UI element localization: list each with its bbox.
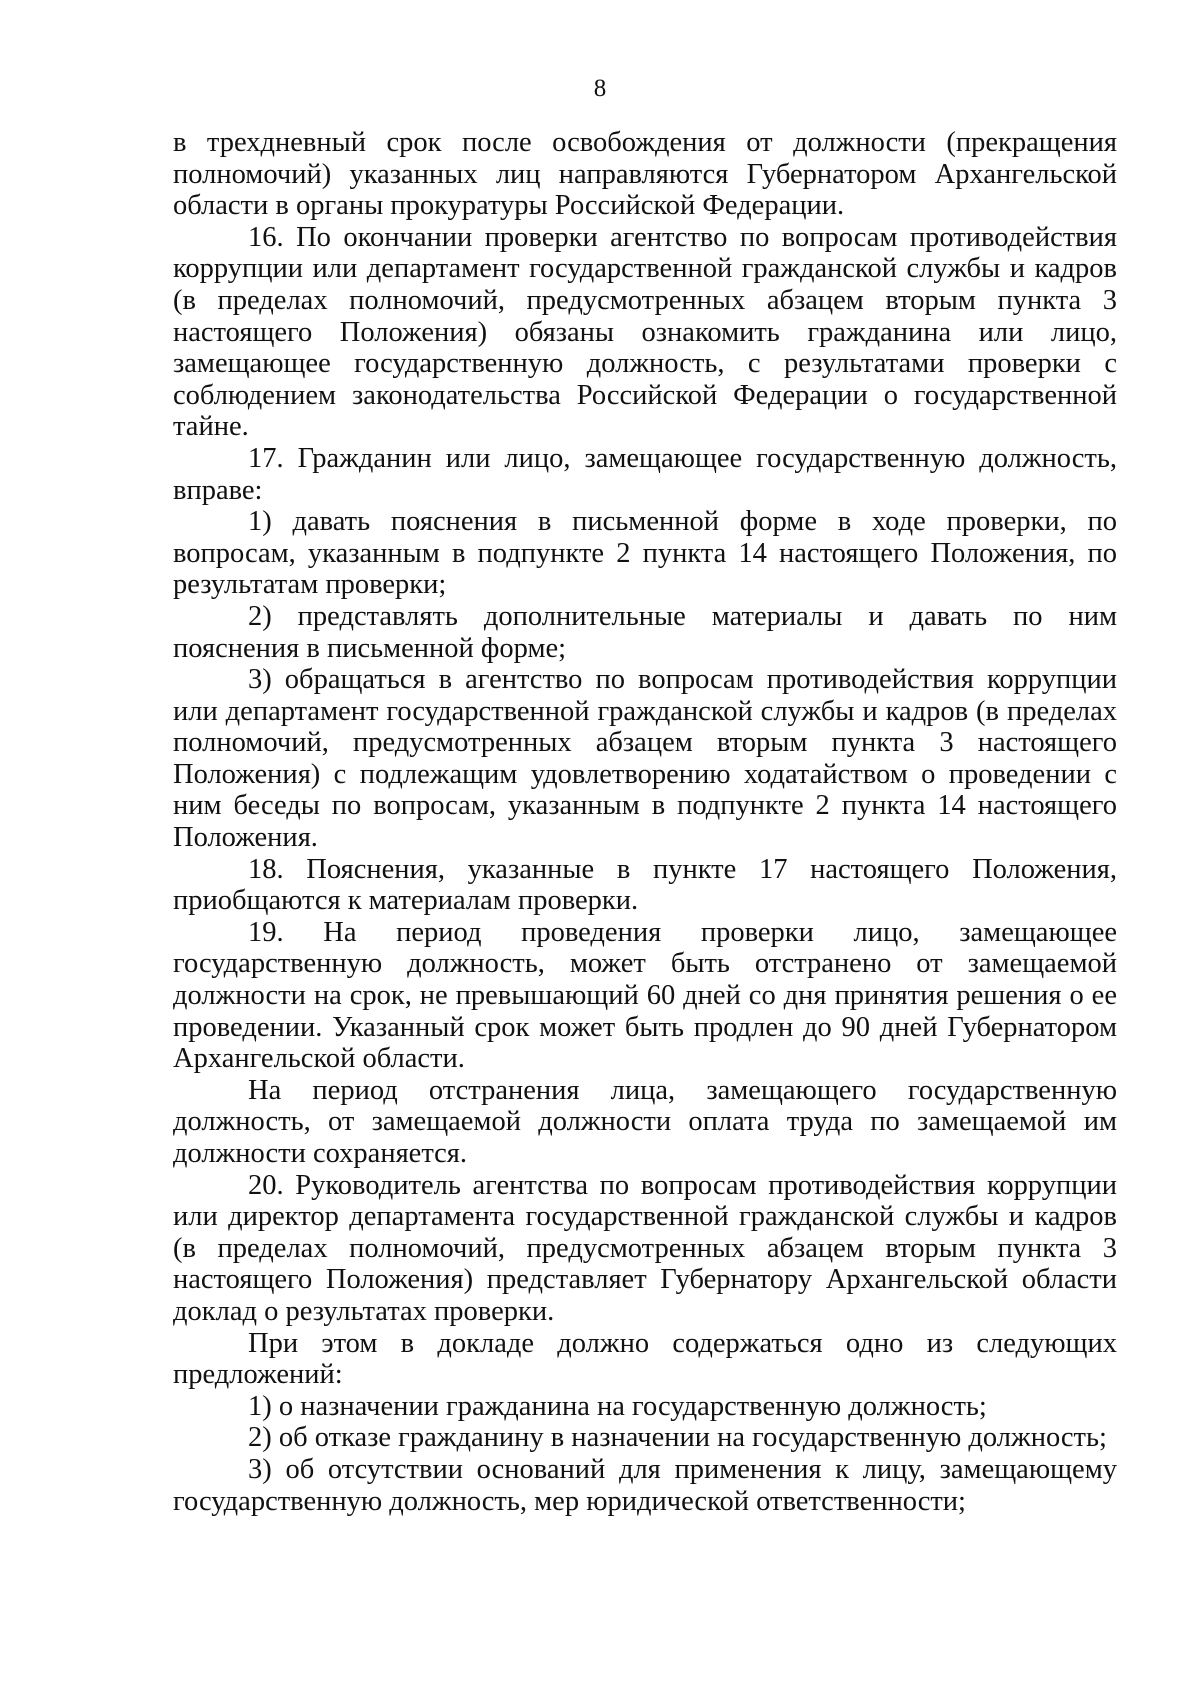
paragraph-item-16: 16. По окончании проверки агентство по вопросам противодействия коррупции или департамент государственной гражданской службы и кадров (в пределах полномочий, предусмотренных абзацем вторым пункта 3 настоящего Положения) обязаны ознакомить гражданина или лицо, замещающее государственную должность, с результатами проверки с соблюдением законодательства Российской Федерации о государственной тайне. <box>173 221 1117 443</box>
document-body <box>173 127 1117 1517</box>
paragraph-subitem-17-1: 1) давать пояснения в письменной форме в ходе проверки, по вопросам, указанным в подпункте 2 пункта 14 настоящего Положения, по результатам проверки; <box>173 506 1117 601</box>
paragraph-item-20: 20. Руководитель агентства по вопросам противодействия коррупции или директор департамента государственной гражданской службы и кадров (в пределах полномочий, предусмотренных абзацем вторым пункта 3 настоящего Положения) представляет Губернатору Архангельской области доклад о результатах проверки. <box>173 1169 1117 1327</box>
paragraph-subitem-17-3: 3) обращаться в агентство по вопросам противодействия коррупции или департамент государственной гражданской службы и кадров (в пределах полномочий, предусмотренных абзацем вторым пункта 3 настоящего Положения) с подлежащим удовлетворению ходатайством о проведении с ним беседы по вопросам, указанным в подпункте 2 пункта 14 настоящего Положения. <box>173 664 1117 854</box>
paragraph-item-18: 18. Пояснения, указанные в пункте 17 настоящего Положения, приобщаются к материалам проверки. <box>173 853 1117 917</box>
paragraph-item-19: 19. На период проведения проверки лицо, замещающее государственную должность, может быть отстранено от замещаемой должности на срок, не превышающий 60 дней со дня принятия решения о ее проведении. Указанный срок может быть продлен до 90 дней Губернатором Архангельской области. <box>173 916 1117 1075</box>
paragraph-continuation: в трехдневный срок после освобождения от должности (прекращения полномочий) указанных лиц направляются Губернатором Архангельской области в органы прокуратуры Российской Федерации. <box>173 127 1117 222</box>
paragraph-subitem-20-1: 1) о назначении гражданина на государственную должность; <box>248 1390 987 1422</box>
paragraph-subitem-20-2: 2) об отказе гражданину в назначении на государственную должность; <box>248 1422 1107 1454</box>
paragraph-item-20-continued: При этом в докладе должно содержаться одно из следующих предложений: <box>173 1327 1117 1391</box>
page-number: 8 <box>593 75 607 102</box>
paragraph-item-17: 17. Гражданин или лицо, замещающее государственную должность, вправе: <box>173 442 1117 506</box>
paragraph-subitem-17-2: 2) представлять дополнительные материалы и давать по ним пояснения в письменной форме; <box>173 600 1117 664</box>
paragraph-subitem-20-3: 3) об отсутствии оснований для применения к лицу, замещающему государственную должность, мер юридической ответственности; <box>173 1453 1117 1517</box>
paragraph-item-19-continued: На период отстранения лица, замещающего государственную должность, от замещаемой должности оплата труда по замещаемой им должности сохраняется. <box>173 1074 1117 1169</box>
